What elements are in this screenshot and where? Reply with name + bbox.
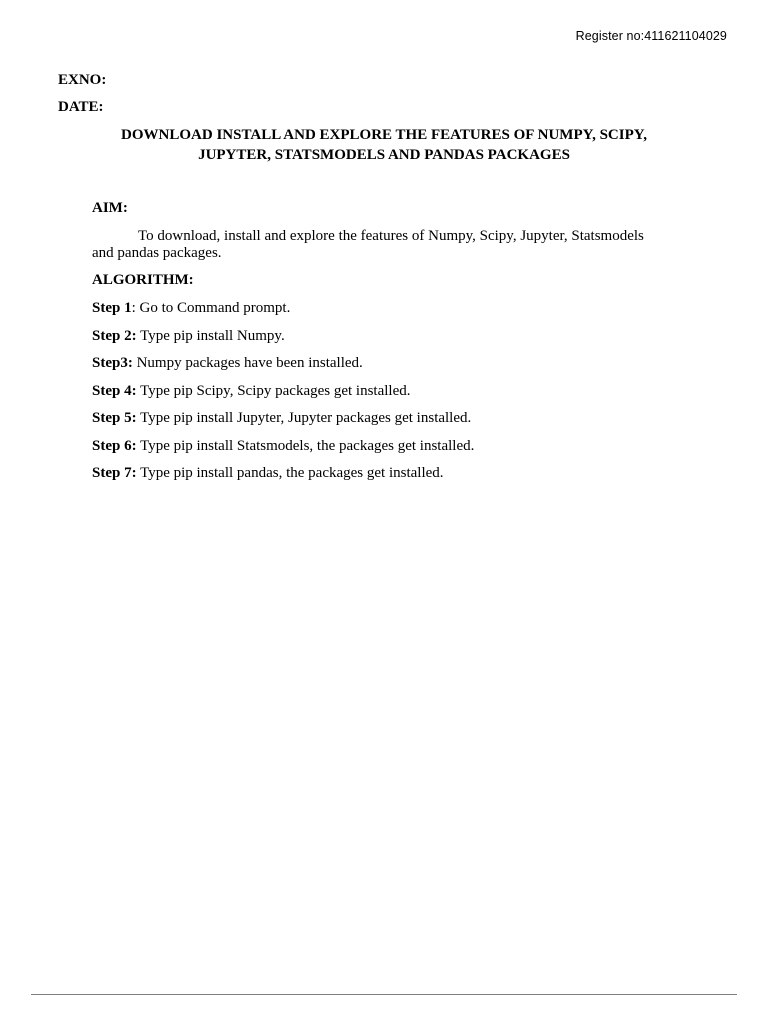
- algorithm-heading: ALGORITHM:: [92, 272, 194, 288]
- aim-heading: AIM:: [92, 200, 128, 216]
- step-7: [92, 465, 444, 482]
- step-text: Numpy packages have been installed.: [132, 355, 363, 371]
- step-text: : Go to Command prompt.: [131, 300, 291, 316]
- title-line-2: JUPYTER, STATSMODELS AND PANDAS PACKAGES: [198, 147, 570, 163]
- step-label: Step 4:: [92, 383, 137, 399]
- step-3: [92, 355, 363, 372]
- step-text: Type pip install Statsmodels, the packages get installed.: [136, 438, 475, 454]
- step-label: Step3:: [92, 355, 133, 371]
- step-4: [92, 383, 411, 400]
- step-label: Step 5:: [92, 410, 137, 426]
- step-1: [92, 300, 290, 317]
- step-label: Step 7:: [92, 465, 137, 481]
- footer-divider: [31, 994, 737, 995]
- step-label: Step 2:: [92, 328, 137, 344]
- exno-label: EXNO:: [58, 72, 107, 88]
- register-number: Register no:411621104029: [575, 29, 727, 43]
- step-label: Step 1: [92, 300, 132, 316]
- date-label: DATE:: [58, 99, 104, 115]
- aim-text-line-2: and pandas packages.: [92, 245, 222, 261]
- title-line-1: DOWNLOAD INSTALL AND EXPLORE THE FEATURES OF NUMPY, SCIPY,: [121, 127, 647, 143]
- step-text: Type pip install pandas, the packages get installed.: [136, 465, 444, 481]
- step-5: [92, 410, 471, 427]
- step-text: Type pip install Numpy.: [136, 328, 285, 344]
- step-6: [92, 438, 474, 455]
- aim-text: [92, 228, 672, 262]
- step-text: Type pip Scipy, Scipy packages get installed.: [136, 383, 411, 399]
- step-text: Type pip install Jupyter, Jupyter packages get installed.: [136, 410, 472, 426]
- step-2: [92, 328, 285, 345]
- step-label: Step 6:: [92, 438, 137, 454]
- aim-text-line-1: To download, install and explore the features of Numpy, Scipy, Jupyter, Statsmodels: [138, 228, 644, 244]
- document-title: [60, 125, 708, 165]
